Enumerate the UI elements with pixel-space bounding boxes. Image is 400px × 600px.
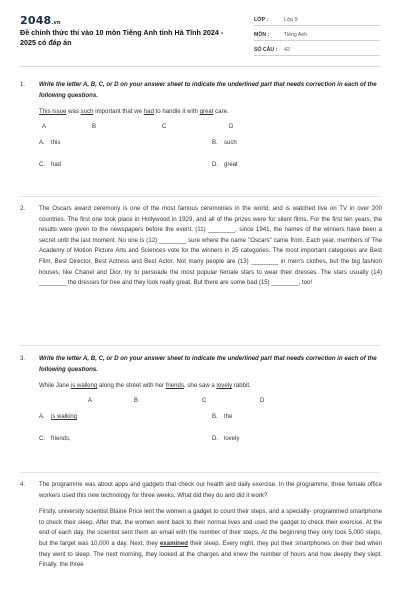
question-4 [20,480,382,577]
meta-question-count: SỐ CÂU : 42 [254,44,380,56]
option-b[interactable]: B. the [212,413,233,420]
option-d[interactable]: D. lovely [212,435,240,442]
option-a[interactable]: A. this [39,139,61,146]
underline-letters: A B C D [42,123,234,130]
question-instruction: Write the letter A, B, C, or D on your answer sheet to indicate the underlined part that needs correction in each of the following questions. [39,355,377,373]
question-number: 4. [20,481,26,488]
underline-letters: A B C D [88,397,265,404]
meta-subject: MÔN : Tiếng Anh [254,29,380,41]
question-separator [20,472,380,473]
question-2 [20,204,382,289]
question-number: 1. [20,81,26,88]
site-logo[interactable]: 2048.vn [20,14,61,27]
option-c[interactable]: C. friends, [39,435,71,442]
question-3 [20,354,382,454]
option-a[interactable]: A. is walking [39,413,78,420]
question-sentence: While Jane is walking along the street with her friends, she saw a lovely rabbit. [39,382,251,390]
document-title: Đề chính thức thi vào 10 môn Tiếng Anh tỉnh Hà Tĩnh 2024 - 2025 có đáp án [20,28,224,47]
passage-text: The Oscars award ceremony is one of the most famous ceremonies in the world, and is watched live on TV in over 200 countries. The first one took place in Hollywood in 1929, and all of the prizes were for silent films. For the first ten years, the results were given to the newspapers before the event. (11) ________, since 1941, the names of the winners have been a secret until the last moment. No one is (12) ________ sure where the name "Oscars" came from. Each year, members of The Academy of Motion Picture Arts and Sciences vote for the winners in 25 categories. The most important categories are Best Film, Best Director, Best Actress and Best Actor. Not many people are (13) ________ in men's clothes, but the big fashion houses, like Chanel and Dior, try to persuade the most popular female stars to wear their dresses. The stars usually (14) ________ the dresses for free and they look really great. But there are some bad (15) ________, too! [39,205,382,287]
meta-class: LỚP : Lớp 9 [254,14,380,26]
answer-options [39,410,382,454]
question-number: 3. [20,355,26,362]
option-d[interactable]: D. great [212,161,238,168]
question-sentence: This issue was such important that we had to handle it with great care. [39,108,229,116]
option-b[interactable]: B. such [212,139,237,146]
question-1 [20,80,382,180]
answer-options [39,136,382,180]
question-number: 2. [20,205,26,212]
passage-paragraph-1: The programme was about apps and gadgets that check our health and daily exercise. In the programme, three female office workers used this new technology for three weeks. What did they do and did it work? [39,481,382,499]
question-separator [20,196,380,197]
question-instruction: Write the letter A, B, C, or D on your answer sheet to indicate the underlined part that needs correction in each of the following questions. [39,81,377,99]
passage-paragraph-2: Firstly, university scientist Blaine Price lent the women a gadget to count their steps, and a specially- programmed smartphone to check their sleep. After that, the women went back to their normal lives and used the gadget to check their exercise. At the end of each day, the scientist sent them an email with the number of their steps. At the beginning they only took 5,000 steps, but the target was 10,000 a day. Next, they examined their sleep. Every night, they put their smartphones on their bed when they went to sleep. The next morning, they looked at the charges and knew the number of hours and how deeply they slept. Finally, the three [39,508,383,569]
question-separator [20,345,380,346]
header-divider [20,66,380,67]
option-c[interactable]: C. had [39,161,62,168]
